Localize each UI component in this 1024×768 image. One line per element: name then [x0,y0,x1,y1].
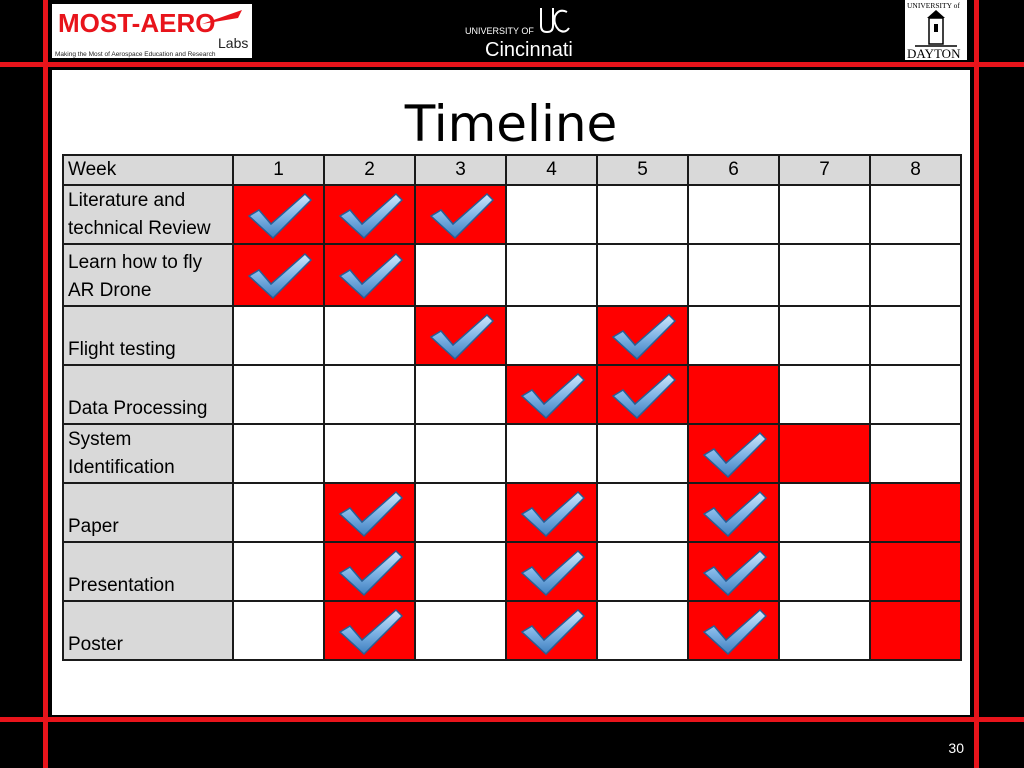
empty-cell [597,424,688,483]
empty-cell [506,306,597,365]
university-of-dayton-logo [905,0,967,60]
empty-cell [597,601,688,660]
checkmark-icon [700,429,768,479]
empty-cell [233,365,324,424]
task-label: Flight testing [63,306,233,365]
svg-text:MOST-AERO: MOST-AERO [58,8,216,38]
empty-cell [233,306,324,365]
week-number: 6 [688,155,779,185]
empty-cell [597,244,688,306]
empty-cell [324,306,415,365]
empty-cell [779,601,870,660]
checkmark-icon [518,488,586,538]
empty-cell [233,424,324,483]
empty-cell [870,185,961,244]
svg-text:Cincinnati: Cincinnati [485,39,573,61]
week-number: 5 [597,155,688,185]
empty-cell [233,483,324,542]
week-number: 7 [779,155,870,185]
completed-cell [688,424,779,483]
table-row [63,601,961,660]
frame-left-line [43,0,48,768]
empty-cell [779,244,870,306]
completed-cell [324,244,415,306]
empty-cell [415,424,506,483]
empty-cell [324,424,415,483]
table-row [63,185,961,244]
completed-cell [233,185,324,244]
empty-cell [870,306,961,365]
week-header: Week [63,155,233,185]
completed-cell [324,601,415,660]
completed-cell [324,542,415,601]
slide-title: Timeline [404,95,618,153]
svg-text:UNIVERSITY OF: UNIVERSITY OF [465,26,534,36]
completed-cell [233,244,324,306]
checkmark-icon [336,488,404,538]
table-row [63,244,961,306]
most-aero-logo [52,4,252,58]
frame-right-line [974,0,979,768]
empty-cell [233,542,324,601]
completed-cell [324,185,415,244]
checkmark-icon [700,547,768,597]
empty-cell [506,424,597,483]
slide-content [52,70,970,715]
svg-text:UNIVERSITY of: UNIVERSITY of [907,1,960,10]
empty-cell [415,601,506,660]
task-label: Poster [63,601,233,660]
completed-cell [506,542,597,601]
planned-cell [688,365,779,424]
table-row [63,365,961,424]
completed-cell [688,601,779,660]
slide-number: 30 [948,740,964,756]
empty-cell [415,483,506,542]
timeline-table [62,154,962,661]
task-label: System Identification [63,424,233,483]
planned-cell [870,542,961,601]
checkmark-icon [336,250,404,300]
completed-cell [506,601,597,660]
task-label: Paper [63,483,233,542]
empty-cell [688,185,779,244]
checkmark-icon [700,606,768,656]
task-label: Presentation [63,542,233,601]
empty-cell [870,424,961,483]
completed-cell [415,185,506,244]
week-number: 1 [233,155,324,185]
planned-cell [870,601,961,660]
checkmark-icon [336,190,404,240]
week-number: 4 [506,155,597,185]
checkmark-icon [245,190,313,240]
completed-cell [324,483,415,542]
completed-cell [688,542,779,601]
table-row [63,306,961,365]
empty-cell [597,483,688,542]
empty-cell [597,542,688,601]
checkmark-icon [427,311,495,361]
checkmark-icon [700,488,768,538]
frame-bottom-line [0,717,1024,722]
empty-cell [324,365,415,424]
task-label: Literature and technical Review [63,185,233,244]
frame-top-line [0,62,1024,67]
completed-cell [506,365,597,424]
svg-text:Labs: Labs [218,35,249,51]
week-number: 2 [324,155,415,185]
svg-text:Making the Most of Aerospace E: Making the Most of Aerospace Education and Research [55,51,216,58]
empty-cell [506,185,597,244]
checkmark-icon [427,190,495,240]
completed-cell [688,483,779,542]
task-label: Learn how to fly AR Drone [63,244,233,306]
empty-cell [779,542,870,601]
empty-cell [870,244,961,306]
completed-cell [415,306,506,365]
completed-cell [597,306,688,365]
empty-cell [415,365,506,424]
empty-cell [779,306,870,365]
empty-cell [233,601,324,660]
empty-cell [779,483,870,542]
completed-cell [597,365,688,424]
empty-cell [870,365,961,424]
empty-cell [415,542,506,601]
table-row [63,424,961,483]
planned-cell [779,424,870,483]
table-row [63,483,961,542]
checkmark-icon [609,370,677,420]
completed-cell [506,483,597,542]
planned-cell [870,483,961,542]
empty-cell [779,185,870,244]
empty-cell [779,365,870,424]
checkmark-icon [336,547,404,597]
checkmark-icon [518,606,586,656]
university-of-cincinnati-logo [455,2,597,62]
checkmark-icon [245,250,313,300]
empty-cell [415,244,506,306]
week-number: 8 [870,155,961,185]
svg-text:DAYTON: DAYTON [907,46,961,60]
empty-cell [597,185,688,244]
task-label: Data Processing [63,365,233,424]
table-header-row [63,155,961,185]
empty-cell [688,306,779,365]
checkmark-icon [518,547,586,597]
checkmark-icon [336,606,404,656]
week-number: 3 [415,155,506,185]
checkmark-icon [609,311,677,361]
checkmark-icon [518,370,586,420]
table-row [63,542,961,601]
empty-cell [506,244,597,306]
empty-cell [688,244,779,306]
